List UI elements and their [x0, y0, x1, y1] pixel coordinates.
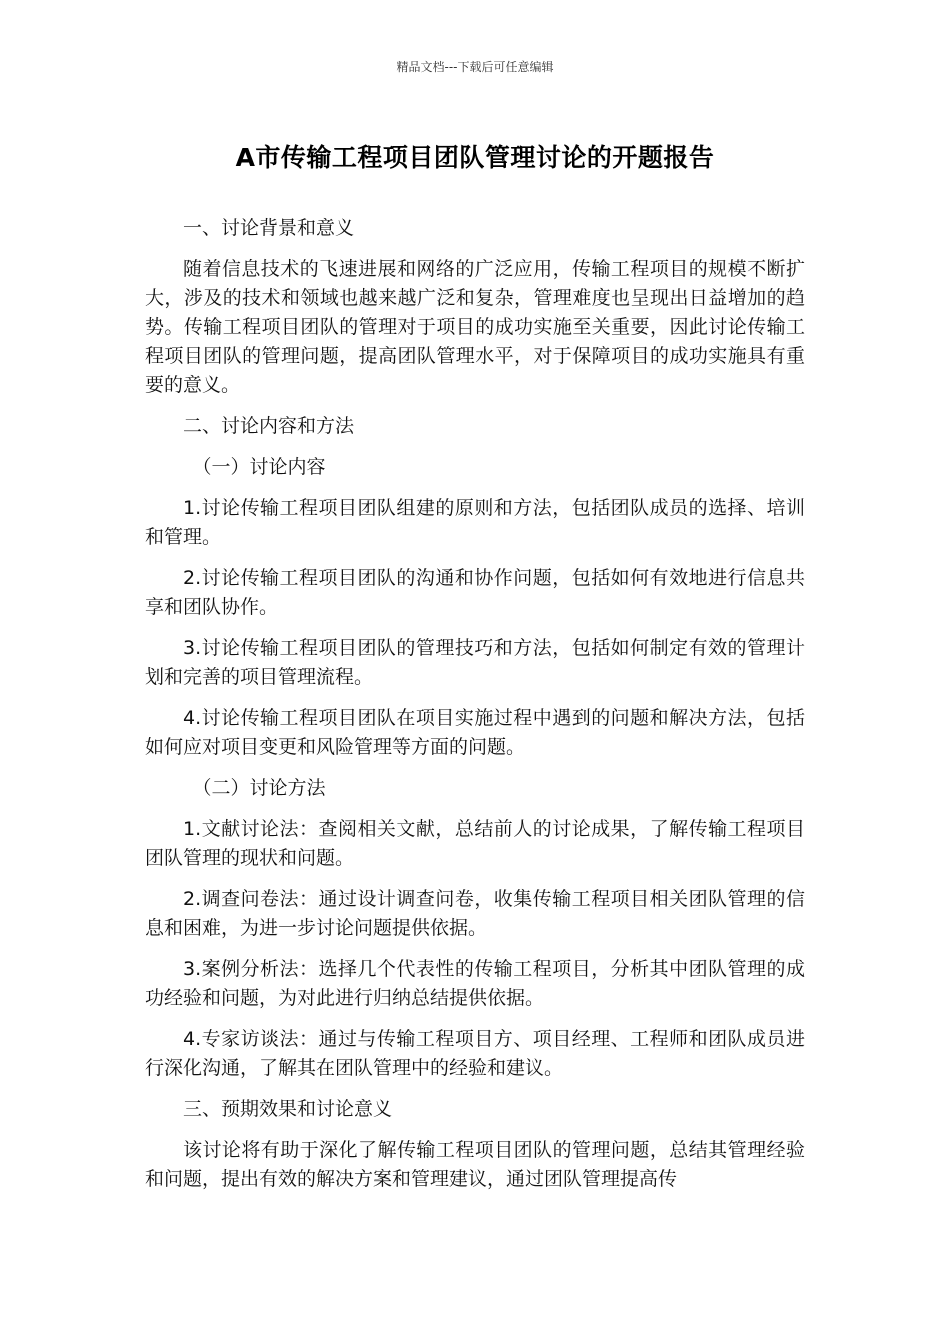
list-item-content-4: 4.讨论传输工程项目团队在项目实施过程中遇到的问题和解决方法，包括如何应对项目变更和风险管理等方面的问题。 — [145, 707, 805, 758]
section-heading-expected-results: 三、预期效果和讨论意义 — [183, 1098, 393, 1120]
list-item-content-1: 1.讨论传输工程项目团队组建的原则和方法，包括团队成员的选择、培训和管理。 — [145, 497, 805, 548]
document-title: A市传输工程项目团队管理讨论的开题报告 — [235, 143, 715, 172]
page-header: 精品文档---下载后可任意编辑 — [396, 60, 554, 74]
section-heading-background: 一、讨论背景和意义 — [183, 217, 355, 239]
list-item-method-4: 4.专家访谈法：通过与传输工程项目方、项目经理、工程师和团队成员进行深化沟通，了解其在团队管理中的经验和建议。 — [145, 1028, 805, 1079]
list-item-method-1: 1.文献讨论法：查阅相关文献，总结前人的讨论成果，了解传输工程项目团队管理的现状和问题。 — [145, 818, 805, 869]
list-item-content-2: 2.讨论传输工程项目团队的沟通和协作问题，包括如何有效地进行信息共享和团队协作。 — [145, 567, 805, 618]
list-item-method-2: 2.调查问卷法：通过设计调查问卷，收集传输工程项目相关团队管理的信息和困难，为进一步讨论问题提供依据。 — [145, 888, 805, 939]
paragraph-background: 随着信息技术的飞速进展和网络的广泛应用，传输工程项目的规模不断扩大，涉及的技术和领域也越来越广泛和复杂，管理难度也呈现出日益增加的趋势。传输工程项目团队的管理对于项目的成功实施至关重要，因此讨论传输工程项目团队的管理问题，提高团队管理水平，对于保障项目的成功实施具有重要的意义。 — [145, 258, 805, 396]
document-body — [145, 214, 805, 1206]
list-item-method-3: 3.案例分析法：选择几个代表性的传输工程项目，分析其中团队管理的成功经验和问题，为对此进行归纳总结提供依据。 — [145, 958, 805, 1009]
list-item-content-3: 3.讨论传输工程项目团队的管理技巧和方法，包括如何制定有效的管理计划和完善的项目管理流程。 — [145, 637, 805, 688]
subheading-content: （一）讨论内容 — [192, 456, 326, 478]
section-heading-content-methods: 二、讨论内容和方法 — [183, 415, 355, 437]
paragraph-expected-results: 该讨论将有助于深化了解传输工程项目团队的管理问题，总结其管理经验和问题，提出有效的解决方案和管理建议，通过团队管理提高传 — [145, 1139, 805, 1190]
subheading-methods: （二）讨论方法 — [192, 777, 326, 799]
